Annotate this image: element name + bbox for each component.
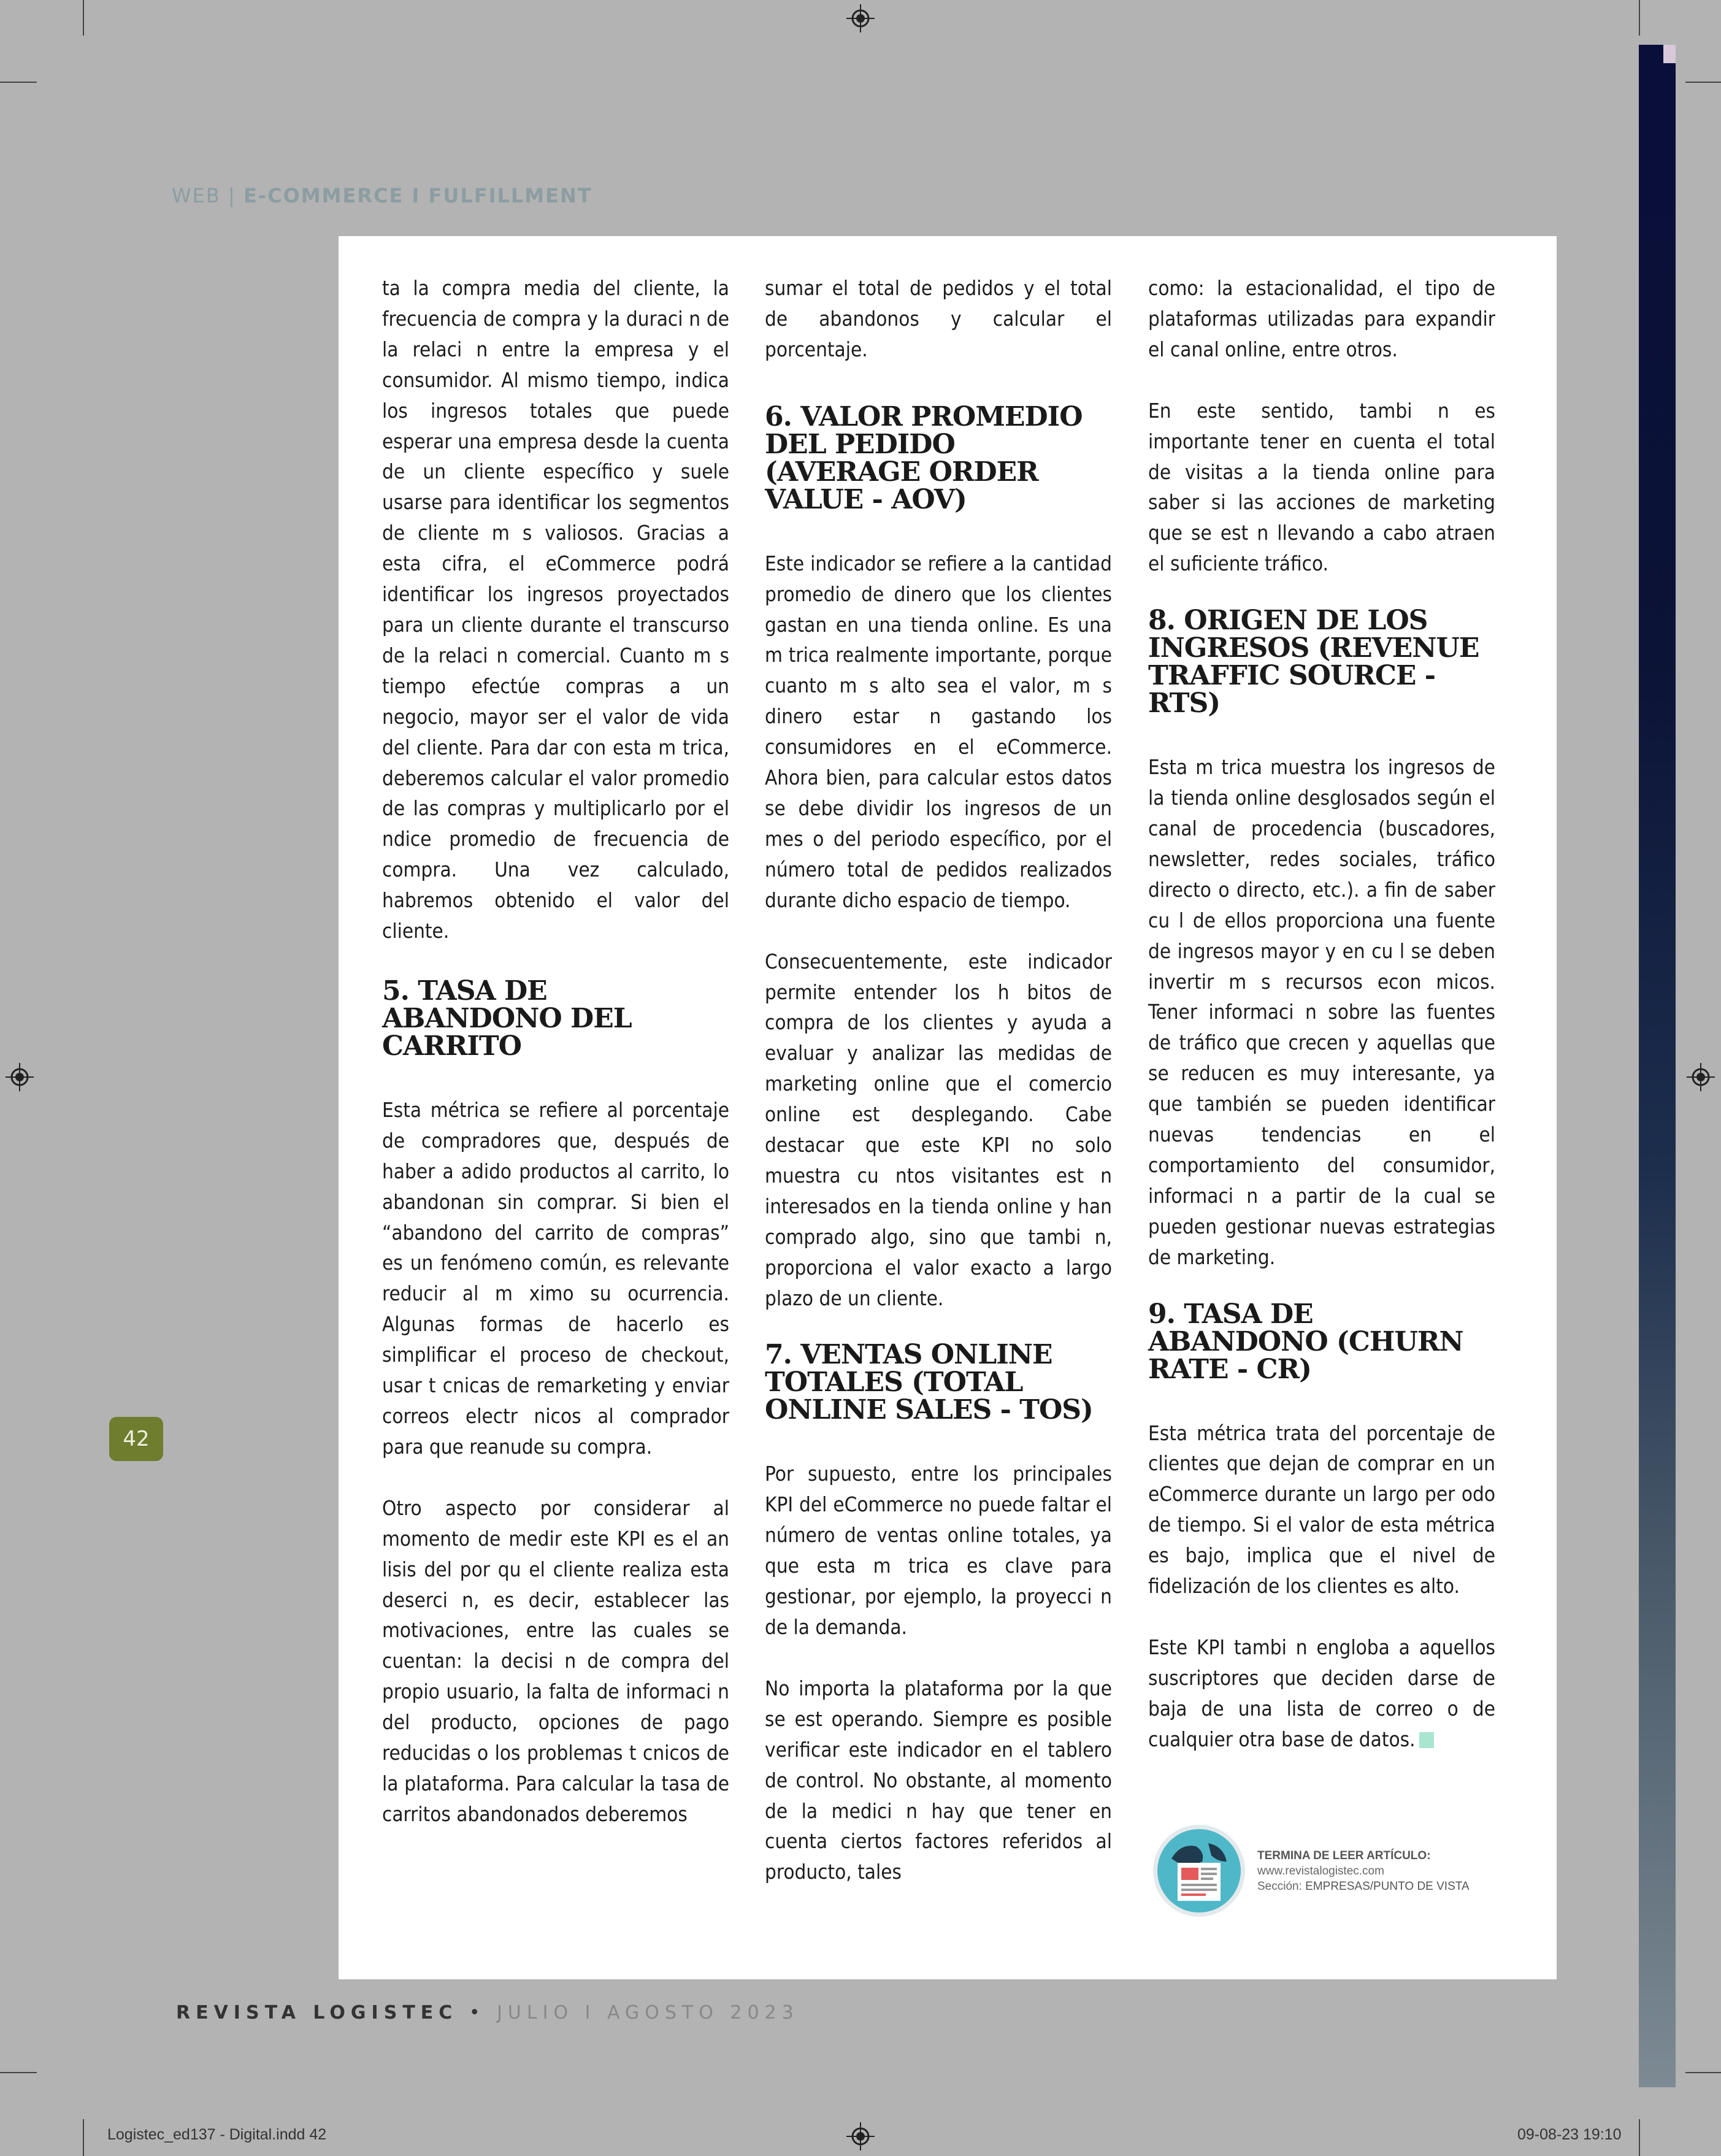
print-slug-date: 09-08-23 19:10 [1517, 2126, 1622, 2143]
subheading: 7. VENTAS ONLINE TOTALES (TOTAL ONLINE SALES - TOS) [765, 1339, 1093, 1426]
footer-bullet: • [458, 2002, 497, 2024]
promo-url[interactable]: www.revistalogistec.com [1257, 1865, 1384, 1878]
paragraph: como: la estacionalidad, el tipo de plataformas utilizadas para expandir el canal online, entre otros. [1148, 276, 1495, 361]
paragraph: Otro aspecto por considerar al momento de medir este KPI es el an lisis del por qu el cliente realiza esta deserci n, es decir, establecer las motivaciones, entre las cuales se cuentan: la decisi n de compra del propio usuario, la falta de informaci n del producto, opciones de pago reducidas o los problemas t cnicos de la plataforma. Para calcular la tasa de carritos abandonados deberemos [382, 1495, 729, 1826]
paragraph: Consecuentemente, este indicador permite entender los h bitos de compra de los clientes y ayuda a evaluar y analizar las medidas de marketing online que el comercio online est desplegando. Cabe destacar que este KPI no solo muestra cu ntos visitantes est n interesados en la tienda online y han comprado algo, sino que tambi n, proporciona el valor exacto a largo plazo de un cliente. [765, 949, 1112, 1310]
crop-mark [1639, 2119, 1640, 2156]
paragraph: Este indicador se refiere a la cantidad promedio de dinero que los clientes gastan en una tienda online. Es una m trica realmente importante, porque cuanto m s alto sea el valor, m s dinero estar n gastando los consumidores en el eCommerce. Ahora bien, para calcular estos datos se debe dividir los ingresos de un mes o del periodo específico, por el número total de pedidos realizados durante dicho espacio de tiempo. [765, 551, 1112, 912]
footer-issue: JULIO I AGOSTO 2023 [497, 2002, 799, 2024]
end-of-article-mark [1419, 1732, 1434, 1748]
paragraph: En este sentido, tambi n es importante tener en cuenta el total de visitas a la tienda online para saber si las acciones de marketing que se est n llevando a cabo atraen el suficiente tráfico. [1148, 398, 1495, 576]
paragraph: ta la compra media del cliente, la frecuencia de compra y la duraci n de la relaci n entre la empresa y el consumidor. Al mismo tiempo, indica los ingresos totales que puede esperar una empresa desde la cuenta de un cliente específico y suele usarse para identificar los segmentos de cliente m s valiosos. Gracias a esta cifra, el eCommerce podrá identificar los ingresos proyectados para un cliente durante el transcurso de la relaci n comercial. Cuanto m s tiempo efectúe compras a un negocio, mayor ser el valor de vida del cliente. Para dar con esta m trica, deberemos calcular el valor promedio de las compras y multiplicarlo por el ndice promedio de frecuencia de compra. Una vez calculado, habremos obtenido el valor del cliente. [382, 276, 729, 943]
section-header-sep: | [220, 184, 243, 207]
paragraph-text: Este KPI tambi n engloba a aquellos suscriptores que deciden darse de baja de una lista de correo o de cualquier otra base de datos. [1148, 1635, 1495, 1751]
crop-mark [0, 2072, 37, 2073]
registration-mark-icon [6, 1063, 34, 1091]
paragraph: Esta métrica trata del porcentaje de clientes que dejan de comprar en un eCommerce durante un largo per odo de tiempo. Si el valor de esta métrica es bajo, implica que el nivel de fidelización de los clientes es alto. [1148, 1421, 1495, 1598]
footer-magazine-name: REVISTA LOGISTEC [176, 2002, 458, 2024]
crop-mark [1639, 0, 1640, 36]
promo-title: TERMINA DE LEER ARTÍCULO: [1257, 1849, 1431, 1862]
news-globe-icon [1153, 1825, 1245, 1917]
subheading: 9. TASA DE ABANDONO (CHURN RATE - CR) [1148, 1298, 1463, 1385]
paragraph: sumar el total de pedidos y el total de abandonos y calcular el porcentaje. [765, 276, 1112, 361]
paragraph: Por supuesto, entre los principales KPI del eCommerce no puede faltar el número de ventas online totales, ya que esta m trica es clave para gestionar, por ejemplo, la proyecci n de la demanda. [765, 1462, 1112, 1639]
sidebar-strip [1639, 45, 1676, 2087]
paragraph: Esta m trica muestra los ingresos de la tienda online desglosados según el canal de procedencia (buscadores, newsletter, redes sociales, tráfico directo o directo, etc.). a fin de saber cu l de ellos proporciona una fuente de ingresos mayor y en cu l se deben invertir m s recursos econ micos. Tener informaci n sobre las fuentes de tráfico que crecen y aquellas que se reducen es muy interesante, ya que también se pueden identificar nuevas tendencias en el comportamiento del consumidor, informaci n a partir de la cual se pueden gestionar nuevas estrategias de marketing. [1148, 755, 1495, 1269]
subheading: 6. VALOR PROMEDIO DEL PEDIDO (AVERAGE ORDER VALUE - AOV) [765, 401, 1083, 515]
promo-section-value: EMPRESAS/PUNTO DE VISTA [1305, 1880, 1470, 1893]
paragraph: Esta métrica se refiere al porcentaje de compradores que, después de haber a adido productos al carrito, lo abandonan sin comprar. Si bien el “abandono del carrito de compras” es un fenómeno común, es relevante reducir al m ximo su ocurrencia. Algunas formas de hacerlo es simplificar el proceso de checkout, usar t cnicas de remarketing y enviar correos electr nicos al comprador para que reanude su compra. [382, 1097, 729, 1459]
subheading: 5. TASA DE ABANDONO DEL CARRITO [382, 975, 632, 1062]
paragraph: No importa la plataforma por la que se est operando. Siempre es posible verificar este indicador en el tablero de control. No obstante, al momento de la medici n hay que tener en cuenta ciertos factores referidos al producto, tales [765, 1676, 1112, 1884]
print-slug-file: Logistec_ed137 - Digital.indd 42 [107, 2126, 327, 2143]
registration-mark-icon [846, 2122, 875, 2150]
article-panel [339, 236, 1557, 1979]
promo-section-label: Sección: [1257, 1880, 1306, 1893]
footer-magazine-line [176, 2002, 799, 2024]
page-number-badge: 42 [109, 1417, 163, 1461]
paragraph [1148, 1632, 1495, 1755]
crop-mark [1685, 82, 1721, 83]
continue-reading-promo[interactable] [1153, 1825, 1533, 1923]
crop-mark [83, 2119, 84, 2156]
section-header [172, 184, 592, 207]
sidebar-accent [1663, 45, 1676, 63]
section-header-rest: E-COMMERCE I FULFILLMENT [243, 184, 592, 207]
crop-mark [1685, 2072, 1721, 2073]
section-header-web: WEB [172, 184, 221, 207]
promo-text [1257, 1848, 1470, 1894]
article-column-3 [1148, 273, 1495, 1755]
subheading: 8. ORIGEN DE LOS INGRESOS (REVENUE TRAFFIC SOURCE - RTS) [1148, 605, 1479, 719]
registration-mark-icon [846, 4, 875, 33]
article-column-2 [765, 273, 1112, 1887]
crop-mark [0, 82, 37, 83]
article-column-1 [382, 273, 729, 1830]
crop-mark [83, 0, 84, 36]
registration-mark-icon [1687, 1063, 1715, 1091]
promo-section [1257, 1879, 1470, 1894]
